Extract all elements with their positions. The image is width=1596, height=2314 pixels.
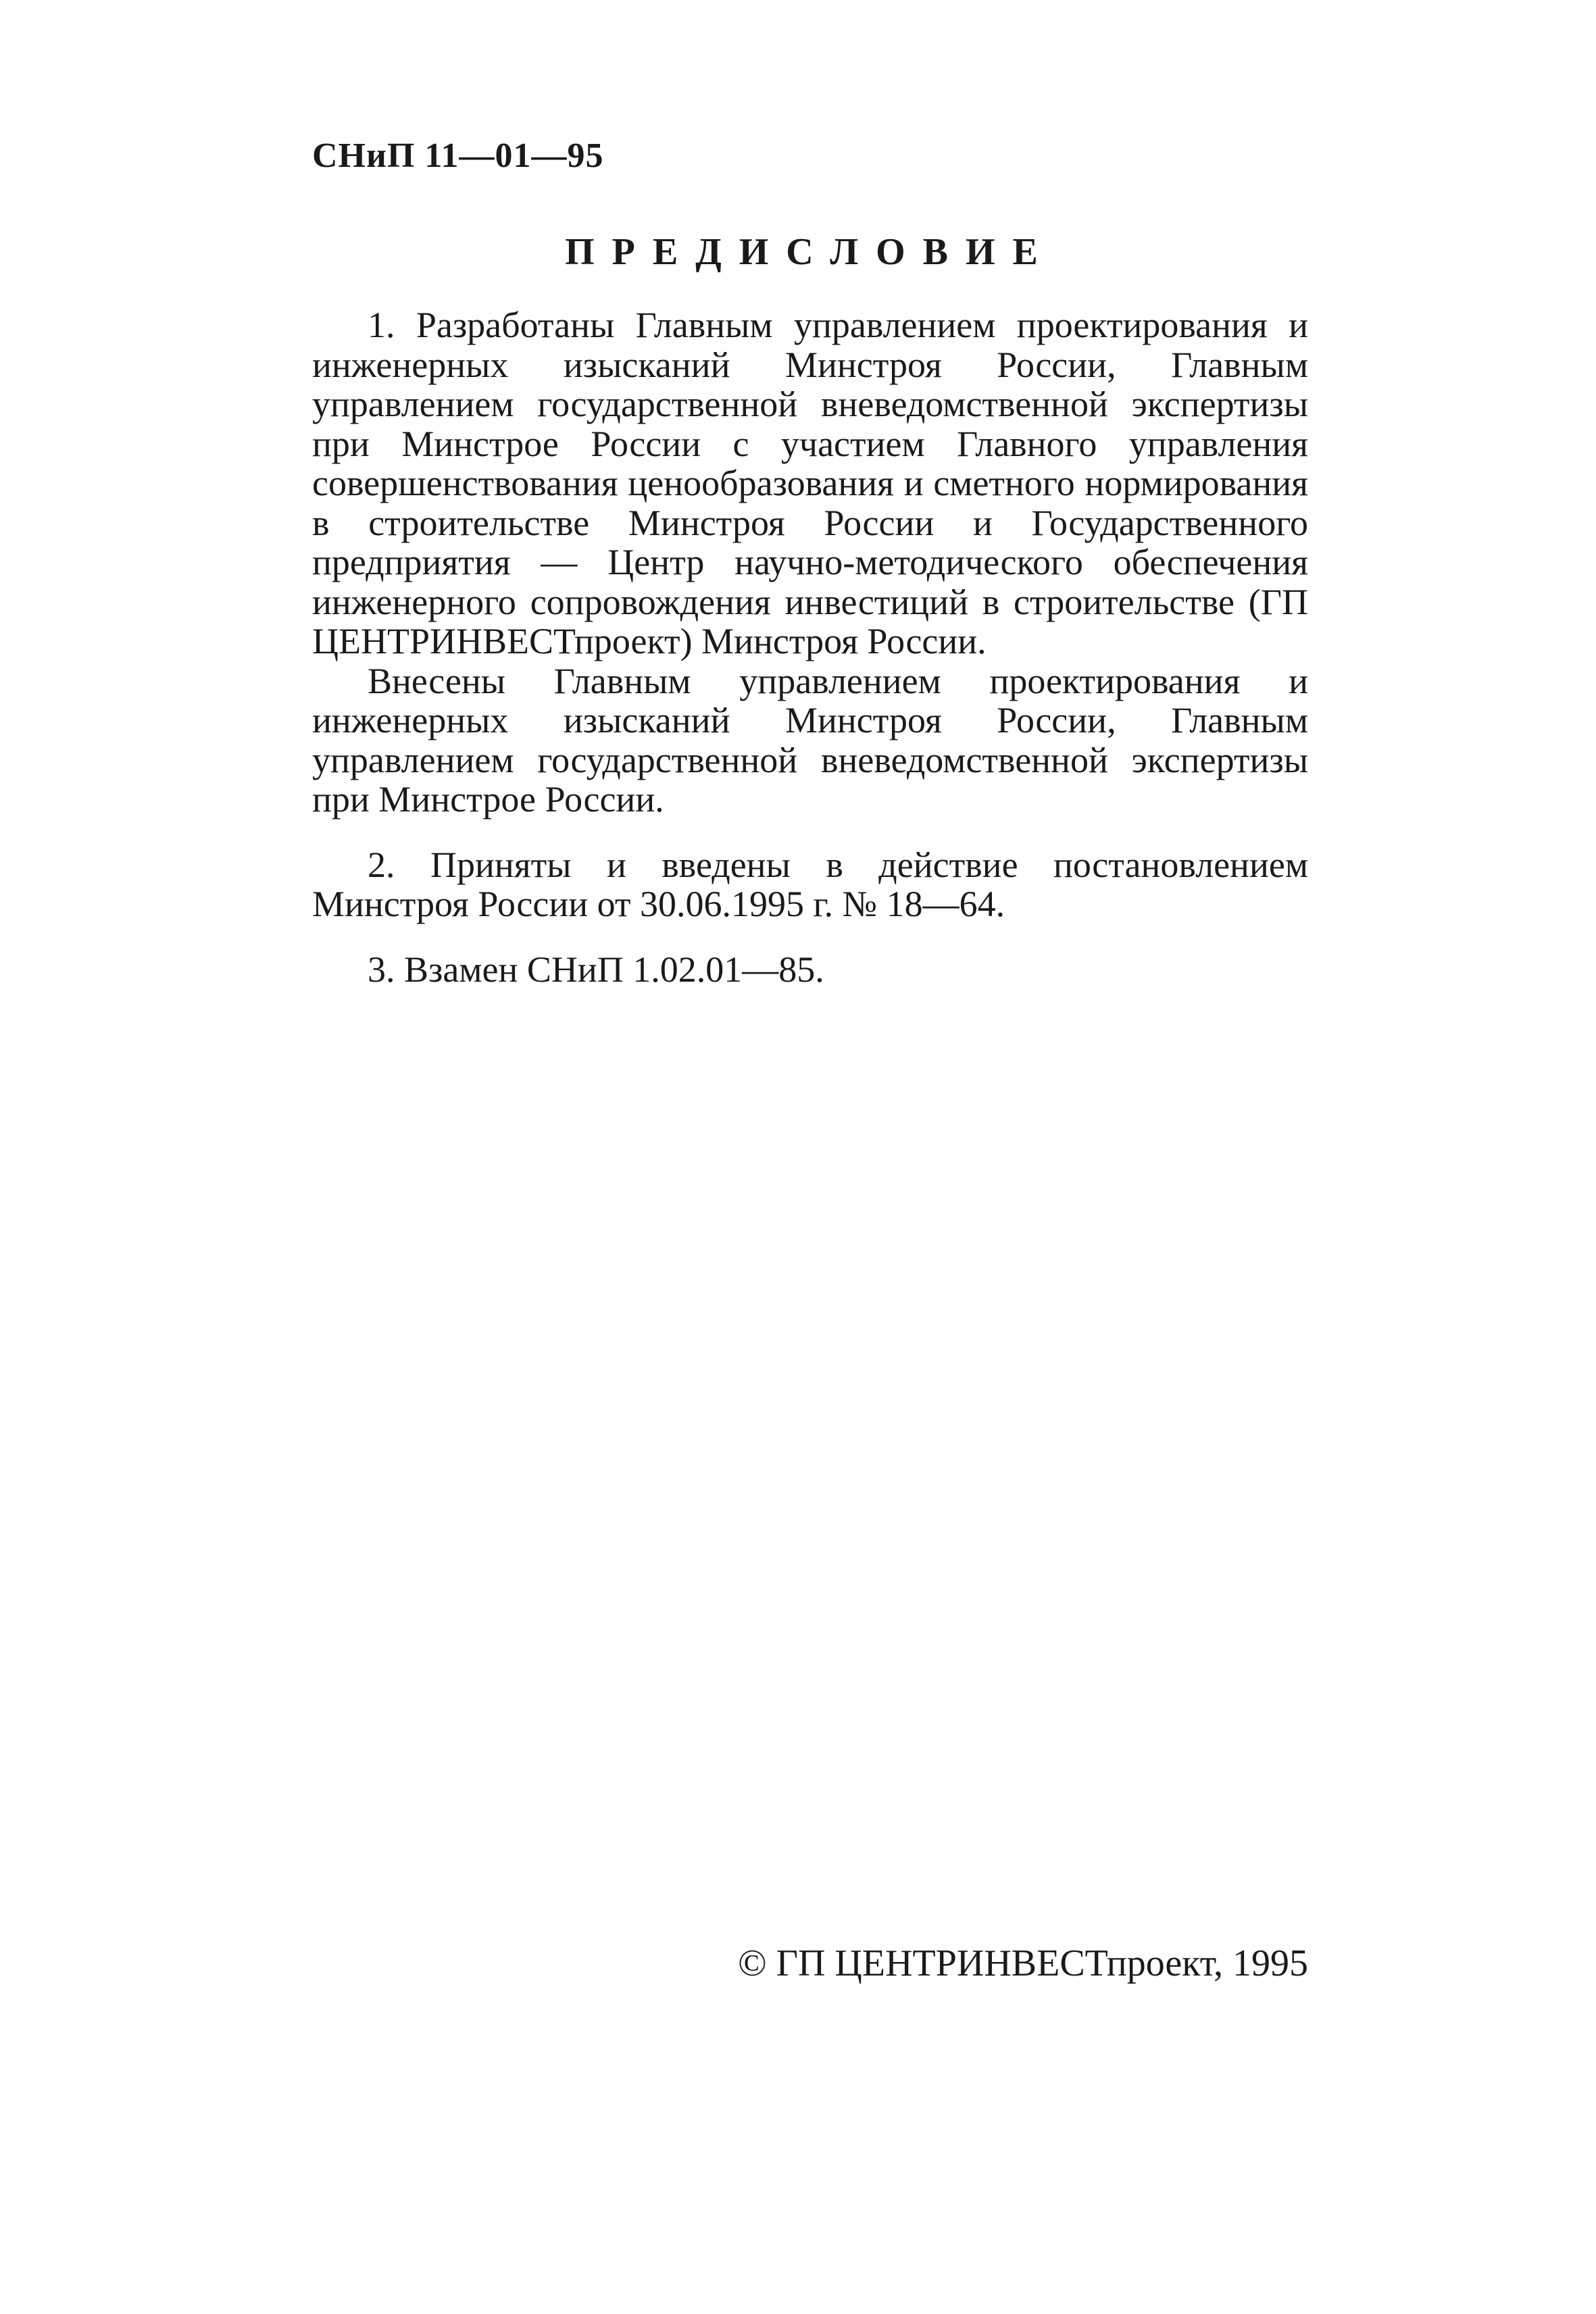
document-code: СНиП 11—01—95 (312, 136, 604, 175)
paragraph-developed-by: 1. Разработаны Главным управлением проектирования и инженерных изысканий Минстроя России, Главным управлением государственной вневедомственной экспертизы при Минстрое России с участием Главного управления совершенствования ценообразования и сметного нормирования в строительстве Минстроя России и Государственного предприятия — Центр научно-методического обеспечения инженерного сопровождения инвестиций в строительстве (ГП ЦЕНТРИНВЕСТпроект) Минстроя России. (312, 305, 1308, 661)
paragraph-submitted-by: Внесены Главным управлением проектирования и инженерных изысканий Минстроя России, Главным управлением государственной вневедомственной экспертизы при Минстрое России. (312, 660, 1308, 820)
paragraph-adopted: 2. Приняты и введены в действие постановлением Минстроя России от 30.06.1995 г. № 18—64. (312, 844, 1308, 924)
copyright-notice: © ГП ЦЕНТРИНВЕСТпроект, 1995 (738, 1942, 1308, 1984)
page-title: ПРЕДИСЛОВИЕ (565, 231, 1055, 273)
foreword-body (312, 305, 1308, 989)
paragraph-replaces: 3. Взамен СНиП 1.02.01—85. (368, 949, 824, 990)
